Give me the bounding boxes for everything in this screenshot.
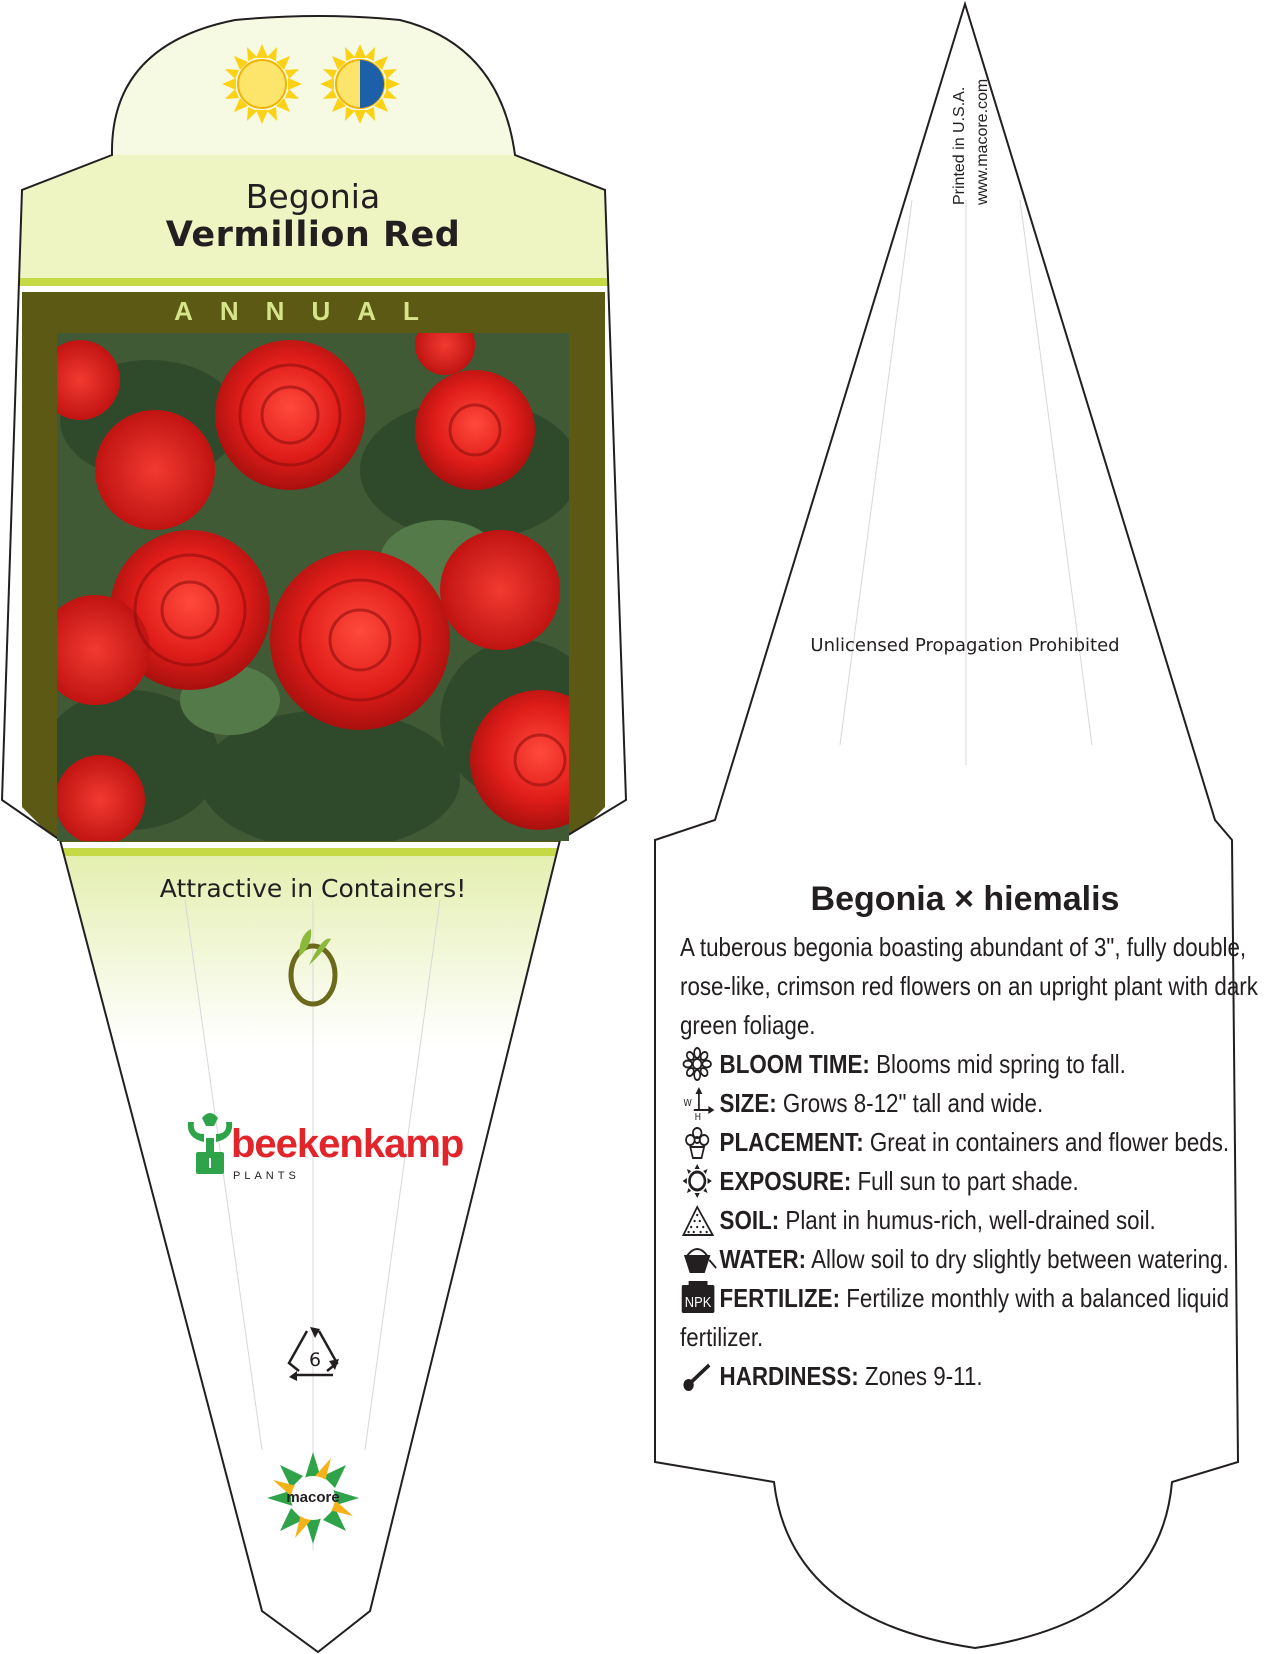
sun-icon [680, 1164, 718, 1198]
description: A tuberous begonia boasting abundant of 3", fully double, rose-like, crimson red flowers on an upright plant with dark green foliage. [680, 932, 1258, 1040]
placement-value: Great in containers and flower beds. [869, 1127, 1230, 1157]
exposure-label: EXPOSURE: [719, 1166, 852, 1196]
size-arrows-icon [680, 1086, 718, 1120]
bloom-time-value: Blooms mid spring to fall. [876, 1049, 1126, 1079]
printer-logo-text: macore [286, 1489, 340, 1506]
thermometer-icon [680, 1359, 718, 1393]
propagation-notice: Unlicensed Propagation Prohibited [810, 635, 1120, 656]
placement-label: PLACEMENT: [719, 1127, 864, 1157]
printed-in: Printed in U.S.A. [951, 86, 968, 205]
attribute-fertilize [680, 1279, 1273, 1357]
attribute-placement [680, 1123, 1273, 1162]
flower-icon [680, 1047, 718, 1081]
plant-category: ANNUAL [174, 296, 446, 326]
full-sun-icon [222, 44, 302, 124]
svg-text:W: W [683, 1097, 692, 1110]
svg-text:H: H [694, 1111, 702, 1120]
attribute-bloom-time [680, 1045, 1273, 1084]
flower-photo [40, 315, 610, 850]
watering-can-icon [680, 1242, 718, 1276]
brand-name: beekenkamp [231, 1122, 464, 1166]
part-sun-icon [320, 44, 400, 124]
fertilize-label: FERTILIZE: [719, 1283, 841, 1313]
plant-cultivar: Vermillion Red [165, 215, 461, 255]
back-tag [655, 4, 1238, 1648]
water-value: Allow soil to dry slightly between watering. [811, 1244, 1229, 1274]
plant-icon [680, 1125, 718, 1159]
fertilize-value: Fertilize monthly with a balanced liquid fertilizer. [680, 1283, 1230, 1352]
soil-icon [680, 1203, 718, 1237]
soil-value: Plant in humus-rich, well-drained soil. [785, 1205, 1156, 1235]
attribute-water [680, 1240, 1273, 1279]
size-label: SIZE: [719, 1088, 777, 1118]
plant-genus: Begonia [245, 177, 381, 216]
svg-text:NPK: NPK [684, 1293, 712, 1311]
attribute-exposure [680, 1162, 1273, 1201]
soil-label: SOIL: [719, 1205, 780, 1235]
attribute-soil [680, 1201, 1273, 1240]
species-name: Begonia × hiemalis [810, 880, 1120, 918]
brand-subtitle: PLANTS [233, 1170, 300, 1182]
care-info [680, 928, 1273, 1396]
tagline: Attractive in Containers! [159, 874, 467, 903]
npk-icon [680, 1281, 718, 1315]
recycle-code: 6 [308, 1349, 322, 1371]
hardiness-label: HARDINESS: [719, 1361, 859, 1391]
attribute-hardiness [680, 1357, 1273, 1396]
print-info [948, 45, 994, 205]
website: www.macore.com [974, 78, 991, 205]
attribute-size [680, 1084, 1273, 1123]
size-value: Grows 8-12" tall and wide. [782, 1088, 1044, 1118]
hardiness-value: Zones 9-11. [864, 1361, 983, 1391]
bloom-time-label: BLOOM TIME: [719, 1049, 870, 1079]
exposure-value: Full sun to part shade. [857, 1166, 1079, 1196]
water-label: WATER: [719, 1244, 807, 1274]
